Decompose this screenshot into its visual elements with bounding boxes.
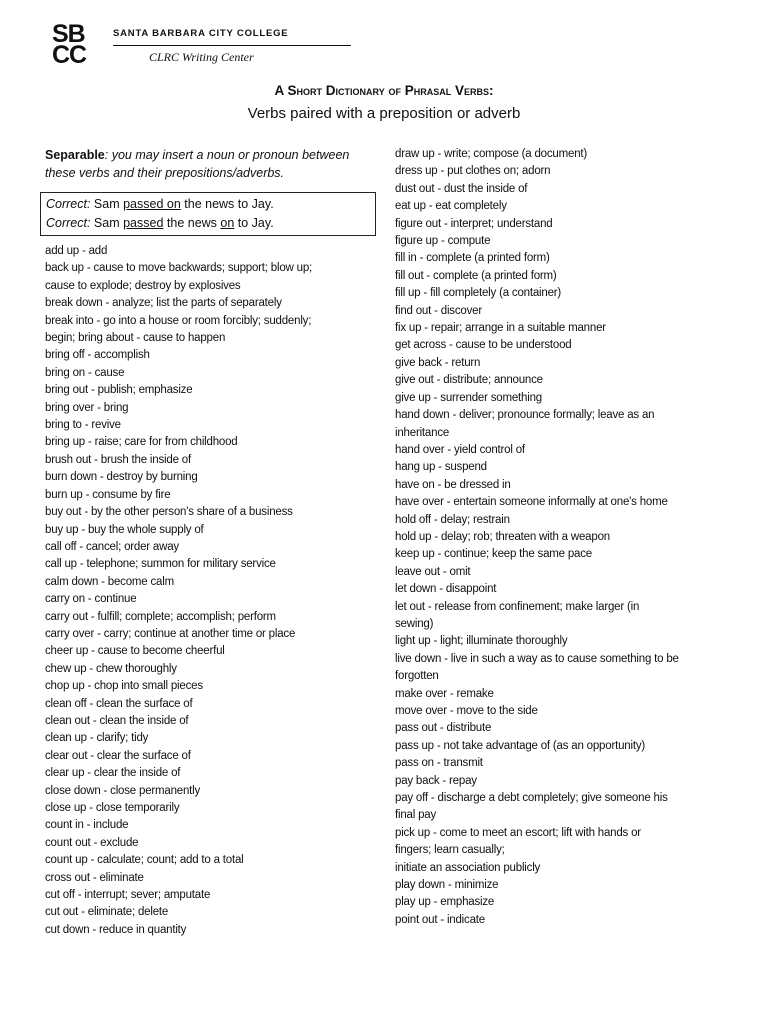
entry-line: pick up - come to meet an escort; lift with hands or — [395, 826, 641, 839]
entry-line: pass on - transmit — [395, 757, 483, 770]
entry-line: initiate an association publicly — [395, 861, 541, 874]
entry-line: cross out - eliminate — [45, 871, 144, 884]
entry-line: make over - remake — [395, 687, 494, 700]
entry-line: hand over - yield control of — [395, 443, 525, 456]
writing-center-name: CLRC Writing Center — [149, 50, 254, 64]
entry-line: forgotten — [395, 670, 439, 683]
sbcc-logo-mark: SB CC — [52, 20, 87, 69]
college-name: SANTA BARBARA CITY COLLEGE — [113, 28, 289, 39]
entry-line: hold up - delay; rob; threaten with a weapon — [395, 530, 610, 543]
entry-line: figure up - compute — [395, 235, 491, 248]
separable-label: Separable — [45, 148, 105, 162]
document-subtitle: Verbs paired with a preposition or adverb — [247, 105, 521, 122]
entry-line: cut off - interrupt; sever; amputate — [45, 889, 211, 902]
entry-line: inheritance — [395, 426, 450, 439]
entry-line: fill in - complete (a printed form) — [395, 252, 550, 265]
entry-line: clear out - clear the surface of — [45, 749, 191, 762]
entry-line: give out - distribute; announce — [395, 374, 543, 387]
entry-line: bring up - raise; care for from childhood — [45, 436, 238, 449]
entry-line: carry on - continue — [45, 593, 137, 606]
entry-line: get across - cause to be understood — [395, 339, 572, 352]
entry-line: call up - telephone; summon for military service — [45, 558, 276, 571]
entry-line: bring on - cause — [45, 366, 125, 379]
entry-line: close down - close permanently — [45, 784, 201, 797]
example-1: Correct: Sam passed on the news to Jay. — [46, 197, 274, 211]
entry-line: hold off - delay; restrain — [395, 513, 510, 526]
entry-line: call off - cancel; order away — [45, 540, 179, 553]
entry-line: chew up - chew thoroughly — [45, 662, 177, 675]
entry-line: have over - entertain someone informally at one's home — [395, 496, 668, 509]
entry-line: hang up - suspend — [395, 461, 487, 474]
entry-line: hand down - deliver; pronounce formally; leave as an — [395, 409, 655, 422]
entry-line: cheer up - cause to become cheerful — [45, 645, 225, 658]
entry-line: fingers; learn casually; — [395, 844, 505, 857]
entry-line: cause to explode; destroy by explosives — [45, 279, 241, 292]
right-column — [395, 146, 730, 929]
entry-line: clean off - clean the surface of — [45, 697, 193, 710]
entry-line: point out - indicate — [395, 913, 485, 926]
entry-line: close up - close temporarily — [45, 802, 180, 814]
entry-line: dust out - dust the inside of — [395, 182, 528, 195]
entry-line: clean up - clarify; tidy — [45, 732, 149, 745]
entry-line: find out - discover — [395, 304, 482, 317]
entry-line: bring off - accomplish — [45, 349, 150, 362]
entry-line: let out - release from confinement; make larger (in — [395, 600, 640, 613]
entry-line: move over - move to the side — [395, 705, 538, 717]
entry-line: bring to - revive — [45, 419, 121, 432]
entry-line: fill up - fill completely (a container) — [395, 287, 562, 300]
entry-line: calm down - become calm — [45, 575, 174, 588]
entry-line: sewing) — [395, 617, 434, 630]
entry-line: light up - light; illuminate thoroughly — [395, 635, 568, 648]
entry-line: back up - cause to move backwards; support; blow up; — [45, 262, 313, 275]
entry-line: dress up - put clothes on; adorn — [395, 165, 551, 178]
entry-line: bring over - bring — [45, 401, 129, 414]
entry-line: begin; bring about - cause to happen — [45, 332, 226, 345]
entry-line: buy out - by the other person's share of a business — [45, 506, 293, 519]
entry-line: have on - be dressed in — [395, 478, 511, 491]
entry-line: draw up - write; compose (a document) — [395, 148, 588, 160]
college-logo — [52, 20, 312, 74]
entry-line: cut down - reduce in quantity — [45, 923, 187, 936]
entry-line: keep up - continue; keep the same pace — [395, 548, 592, 561]
entry-line: brush out - brush the inside of — [45, 453, 191, 466]
entry-line: buy up - buy the whole supply of — [45, 523, 204, 536]
entry-line: burn up - consume by fire — [45, 488, 171, 501]
entry-line: eat up - eat completely — [395, 200, 507, 213]
right-entry-list — [395, 146, 730, 929]
document-title: A Short Dictionary of Phrasal Verbs: — [274, 83, 494, 98]
entry-line: count up - calculate; count; add to a total — [45, 854, 244, 867]
entry-line: pass up - not take advantage of (as an opportunity) — [395, 739, 645, 752]
entry-line: let down - disappoint — [395, 583, 497, 596]
entry-line: pass out - distribute — [395, 722, 492, 735]
entry-line: count in - include — [45, 819, 129, 832]
entry-line: add up - add — [45, 245, 108, 257]
entry-line: break down - analyze; list the parts of separately — [45, 297, 282, 310]
left-column — [45, 146, 380, 939]
entry-line: play up - emphasize — [395, 896, 495, 909]
entry-line: figure out - interpret; understand — [395, 217, 553, 230]
example-box — [40, 192, 376, 236]
entry-line: pay off - discharge a debt completely; give someone his — [395, 792, 668, 805]
entry-line: break into - go into a house or room forcibly; suddenly; — [45, 314, 312, 327]
separable-definition: Separable: you may insert a noun or pronoun between these verbs and their prepositions/adverbs. — [45, 148, 350, 180]
entry-line: clear up - clear the inside of — [45, 767, 181, 780]
entry-line: fill out - complete (a printed form) — [395, 269, 557, 282]
entry-line: carry over - carry; continue at another time or place — [45, 627, 296, 640]
entry-line: live down - live in such a way as to cause something to be — [395, 652, 679, 665]
left-entry-list — [45, 243, 380, 939]
entry-line: bring out - publish; emphasize — [45, 384, 193, 397]
entry-line: burn down - destroy by burning — [45, 471, 198, 484]
entry-line: clean out - clean the inside of — [45, 714, 189, 727]
logo-divider — [113, 45, 351, 46]
entry-line: pay back - repay — [395, 774, 477, 787]
example-2: Correct: Sam passed the news on to Jay. — [46, 216, 274, 230]
entry-line: leave out - omit — [395, 565, 471, 578]
entry-line: carry out - fulfill; complete; accomplish; perform — [45, 610, 276, 623]
entry-line: play down - minimize — [395, 879, 499, 892]
entry-line: give back - return — [395, 356, 481, 369]
entry-line: final pay — [395, 809, 437, 822]
entry-line: fix up - repair; arrange in a suitable manner — [395, 322, 606, 335]
entry-line: cut out - eliminate; delete — [45, 906, 169, 919]
entry-line: chop up - chop into small pieces — [45, 680, 203, 693]
entry-line: give up - surrender something — [395, 391, 542, 404]
entry-line: count out - exclude — [45, 836, 139, 849]
